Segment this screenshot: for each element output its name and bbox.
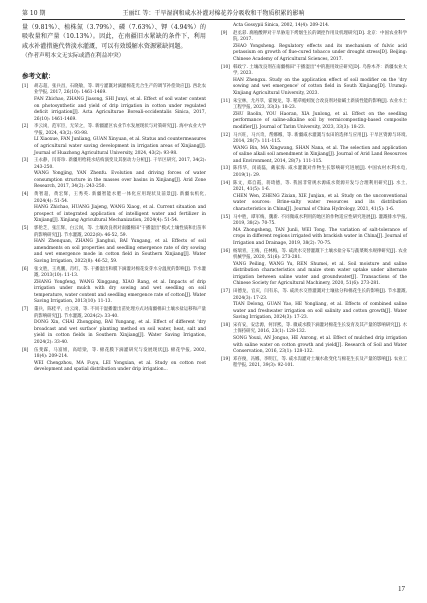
reference-entry	[22, 307, 206, 346]
reference-line: FAN Zhichao, ZHANG Jiasong, SHI Junyi, et al. Effect of soil water content on photosynthetic and yield of drip irrigation in cotton under regulated deficit irrigation[J]. Acta Agriculturae Boreali-occidentalis Sinica, 2017, 26(10): 1461-1469.	[34, 96, 206, 122]
reference-entry	[22, 124, 206, 157]
reference-entry	[221, 31, 407, 64]
reference-number: [7]	[22, 307, 29, 313]
reference-line: 黄智超，黄宏辉，王秀英. 新疆智能水肥一体化应用现状及前景[J]. 新疆农机化, 2024(4): 51-54.	[34, 192, 206, 204]
reference-list-left	[22, 84, 206, 374]
reference-text	[34, 124, 206, 157]
reference-entry	[22, 84, 206, 123]
reference-text	[233, 99, 407, 132]
reference-number: [4]	[22, 192, 29, 198]
reference-line: 宋有安，安忠源，何洋熙，等. 微咸水膜下滴灌对棉花生长发育及其产量的影响研究[J]. 水土保持研究, 2016, 23(1): 128-132.	[233, 322, 407, 335]
reference-line: 田德龙，官庆，闫有乐，等. 咸淡水交替灌溉对土壤盐分和棉花生长的影响[J]. 节水灌溉, 2024(3): 17-23.	[233, 289, 407, 301]
reference-number: [15]	[221, 214, 231, 220]
reference-line: 邓存俊，冯娜，李明江，等. 咸水沟灌对土壤水盐变化与棉花生长及产量的影响[J]. 农业工程学报, 2021, 39(3): 92-101.	[233, 356, 407, 369]
reference-line: 陈文，郑自霞，蒋琦德，等. 我国非常规水源咸水资源开发与合理利用研究[J]. 水土, 2021, 41(5): 1-6.	[233, 180, 407, 193]
reference-line: 董兵，陈桂平，白云岗，等. 不同干湿播灌出苗处理方式对南疆棉田土壤水盐运移和产量的影响研究[J]. 节水灌溉, 2024(2): 33-40.	[34, 307, 206, 319]
reference-line: MA Zhongsheng, TAN Junli, WEI Tong. The variation of salt-tolerance of crops in different regions irrigated with brackish water in China[J]. Journal of Irrigation and Drainage, 2019, 38(2): 70-75.	[233, 227, 407, 246]
reference-line: 马兴旺，马兴奇，帮娜娜，等. 新疆咸水灌溉与农田的选择与应用[J]. 干旱区资源与环境, 2014, 28(7): 111-115.	[233, 132, 407, 145]
reference-line: WEI Chengzhou, MA Fuyu, LEI Yongxian, et al. Study on cotton root development and spatial distribution under drip irrigation...	[34, 360, 206, 373]
reference-text	[233, 133, 407, 166]
right-column	[221, 23, 407, 371]
reference-entry	[221, 133, 407, 166]
reference-number: [8]	[22, 347, 29, 353]
reference-line: 胡志超，张兵昌，石晓敏，等. 调亏灌溉对滴灌棉花光合生产的调节补偿效应[J]. 西北农业学报, 2017, 26(10): 1461-1469.	[34, 83, 206, 96]
reference-text	[34, 307, 206, 346]
reference-entry	[221, 65, 407, 98]
reference-number: [3]	[22, 158, 29, 164]
reference-text	[233, 215, 407, 248]
reference-number: [6]	[22, 266, 29, 272]
reference-line: 郭伦芝，张江辉，白云岗，等. 土壤改良剂对南疆棉田"干播湿出"模式土壤性质和出苗率的影响研究[J]. 节水灌溉, 2022(8): 46-52, 59.	[34, 226, 206, 238]
reference-number: [16]	[221, 248, 231, 254]
reference-line: HAN Zhengxu. Study on the application effect of soil modifier on the 'dry sowing and wet emergence' of cotton field in South Xinjiang[D]. Urumqi: Xinjiang Agricultural University, 2023.	[233, 77, 407, 96]
running-title: 王丽红 等：干旱湿润和咸水补灌对棉花养分吸收和干物质积累的影响	[122, 10, 305, 17]
reference-line: 朱宝林，尤丹萃，霍俊龙，等. 稻草蚯蚓复合改良剂对盐碱土新质性能的影响[J]. 农业水土工程学报, 2023, 33(3): 18-23.	[233, 98, 407, 111]
reference-entry	[221, 181, 407, 214]
reference-line: 杨瑞青，王梅，任林梅，等. 咸淡水交替灌溉下土壤水盐分布与蔬菜吸水规律研究[J]. 农业机械学报, 2020, 51(6): 273-281.	[233, 248, 407, 261]
reference-text	[34, 348, 206, 374]
reference-entry	[22, 267, 206, 306]
reference-number: [10]	[221, 64, 231, 70]
reference-entry	[221, 249, 407, 288]
reference-text	[233, 323, 407, 356]
reference-text	[233, 249, 407, 288]
conflict-statement: （作者声明本文无实际或潜在利益冲突）	[22, 52, 125, 59]
reference-entry	[221, 99, 407, 132]
reference-text	[233, 166, 407, 179]
reference-entry	[221, 166, 407, 179]
reference-line: YANG Peiling, WANG Yu, REN Shumei, et al. Soil moisture and saline distribution characteristics and maize stem water uptake under alternate irrigation between saline water and groundwater[J]. Transactions of the Chinese Society for Agricultural Machinery, 2020, 51(6): 273-281.	[233, 261, 407, 287]
reference-number: [17]	[221, 289, 231, 295]
reference-number: [18]	[221, 322, 231, 328]
reference-text	[34, 158, 206, 191]
reference-text	[233, 181, 407, 214]
reference-number: [19]	[221, 356, 231, 362]
running-header	[22, 9, 405, 20]
left-column	[22, 23, 206, 375]
reference-text	[233, 289, 407, 322]
reference-line: 伍斐霖，马富姐，高暗梁，等. 棉花膜下滴灌研究与发展现状[J]. 棉花学报, 2002, 18(4): 209-214.	[34, 347, 206, 360]
reference-line: 赵丞彩. 腐殖酸钾对干旱胁迫下烤烟生长的调控作用及机理研究[D]. 北京：中国农业科学院, 2017.	[233, 30, 407, 43]
reference-entry	[22, 348, 206, 374]
reference-line: LI Xiaoxue, FAN Junliang, GUAN Xinyuan, et al. Status and countermeasures of agricultural water saving development in irrigation areas of Xinjiang[J]. Journal of Huazhong Agricultural University, 2024, 43(2): 93-98.	[34, 137, 206, 156]
reference-text	[34, 226, 206, 265]
reference-text	[233, 65, 407, 98]
body-paragraph: 量（9.81%）、植株氮（3.79%）、磷（7.63%）、钾（4.94%）的吸收量和产量（10.13%）。因此，在南疆旧水紧缺的条件下，利用咸水补灌措施代替淡水灌溉，可以有效缓解水资源紧缺问题。	[22, 24, 206, 50]
reference-text	[233, 357, 407, 370]
reference-text	[34, 84, 206, 123]
reference-entry	[221, 23, 407, 30]
reference-line: TIAN Delong, GUAN Yao, HE Yongliang, et al. Effects of combined saline water and freshwater irrigation on soil salinity and cotton growth[J]. Water Saving Irrigation, 2024(3): 17-23.	[233, 302, 407, 321]
reference-line: 韩政宁. 土壤改良剂在南疆棉田"干播湿出"中的施用效应研究[D]. 乌鲁木齐：新疆农业大学, 2023.	[233, 64, 407, 77]
reference-text	[34, 267, 206, 306]
reference-number: [5]	[22, 226, 29, 232]
reference-number: [13]	[221, 166, 231, 172]
reference-line: Acta Gossypii Sinica, 2002, 14(4): 209-214.	[233, 23, 330, 28]
reference-entry	[22, 158, 206, 191]
reference-text	[233, 31, 407, 64]
reference-text	[233, 23, 407, 30]
reference-line: 马中胜，谭军梅，魏新. 不同微咸水利用的地区的作物适应性研究进展[J]. 灌溉排水学报, 2019, 38(2): 70-75.	[233, 214, 407, 227]
reference-line: HAN Zhenquan, ZHANG Jianghui, BAI Yungang, et al. Effects of soil amendments on soil properties and seedling emergence rate of dry sowing and wet emergence mode in cotton field in Southern Xinjiang[J]. Water Saving Irrigation, 2022(8): 46-52, 59.	[34, 239, 206, 264]
reference-number: [2]	[22, 124, 29, 130]
reference-line: SONG Youxi, AN Jonguo, HE Anrong, et al. Effect of mulched drip irrigation with saline water on cotton growth and yield[J]. Research of Soil and Water Conservation, 2016, 23(1): 128-132.	[233, 336, 407, 355]
issue-number: 第 10 期	[22, 10, 46, 17]
reference-line: WANG Bin, MA Xingwang, SHAN Nana, et al. The selection and application of saline alkali soil amendment in Xinjiang[J]. Journal of Arid Land Resources and Environment, 2014, 28(7): 111-115.	[233, 145, 407, 164]
reference-line: 张文胜，王兆鹏，肖红，等. 干播湿出和膜下滴灌对棉花发芽水分温度的影响[J]. 节水灌溉, 2013(10): 11-13.	[34, 266, 206, 279]
reference-entry	[221, 289, 407, 322]
reference-line: 陈伟华，闵战磊，戴家海. 咸水灌溉对作物生长影响研究进展[J]. 中国农村水利水电, 2019(1): 29.	[233, 166, 407, 178]
page-number: 17	[398, 585, 405, 593]
reference-entry	[221, 357, 407, 370]
reference-line: ZHANG Yongfeng, WANG Xinggang, XIAO Rang, et al. Impacts of drip irrigation under mulch with dry sowing and wet seedling on soil temperature, water content and seedling emergence rate of cotton[J]. Water Saving Irrigation, 2013(10): 11-13.	[34, 279, 206, 305]
references-heading: 参考文献：	[22, 71, 55, 80]
reference-number: [9]	[221, 30, 228, 36]
reference-text	[34, 192, 206, 225]
reference-line: DONG Xin, CHAI Zhongping, BAI Yungang, et al. Effect of different 'dry broadcast and wet surface' planting method on soil water, heat, salt and yield in cotton fields in Southern Xinjiang[J]. Water Saving Irrigation, 2024(2): 33-40.	[34, 320, 206, 345]
reference-line: WANG Yongjing, YAN Zhenfu. Evolution and driving forces of water consumption structure in the masses over basins in Xinjiang[J]. Arid Zone Research, 2017, 34(2): 243-250.	[34, 171, 206, 190]
reference-number	[221, 23, 233, 30]
reference-number: [12]	[221, 132, 231, 138]
reference-line: ZHAO Yongsheng. Regulatory effects and its mechanism of fulvic acid potassium on growth of flue-cured tobacco under drought stress[D]. Beijing: Chinese Academy of Agricultural Sciences, 2017.	[233, 43, 407, 62]
reference-entry	[221, 215, 407, 248]
reference-entry	[221, 323, 407, 356]
reference-number: [14]	[221, 180, 231, 186]
reference-entry	[22, 192, 206, 225]
reference-line: 李云岗，范军臣，无荣之，等. 新疆灌区农业节水发展现状与对策研究[J]. 海中农业大学学报, 2024, 43(2): 93-98.	[34, 124, 206, 136]
reference-list-right	[221, 23, 407, 370]
reference-entry	[22, 226, 206, 265]
reference-line: CHEN Wen, ZHENG Zixian, XIE Junjian, et al. Study on the unconventional water sources: Brine-salty water resources and its distribution characteristics in China[J]. Journal of China Hydrology, 2021, 41(5): 1-6.	[233, 193, 407, 212]
reference-number: [1]	[22, 83, 29, 89]
reference-line: ZHU Baolin, YOU Haoran, XIA Junlong, et al. Effect on the seedling performance of saline-alkaline soil by vermicomposting-based composite modifier[J]. Journal of Tarim University, 2023, 33(3): 18-23.	[233, 111, 407, 130]
reference-line: 王永静，闫哥珍. 新疆用给耗水结构演变及其驱动力分析[J]. 干旱区研究, 2017, 34(2): 243-250.	[34, 158, 206, 170]
reference-number: [11]	[221, 98, 231, 104]
reference-line: HANG Zhichao, HUANG Jiajeng, WANG Xiaog, et al. Current situation and prospect of integrated application of intelligent water and fertilizer in Xinjiang[J]. Xinjiang Agricultural Mechanization, 2024(4): 51-54.	[34, 205, 206, 224]
